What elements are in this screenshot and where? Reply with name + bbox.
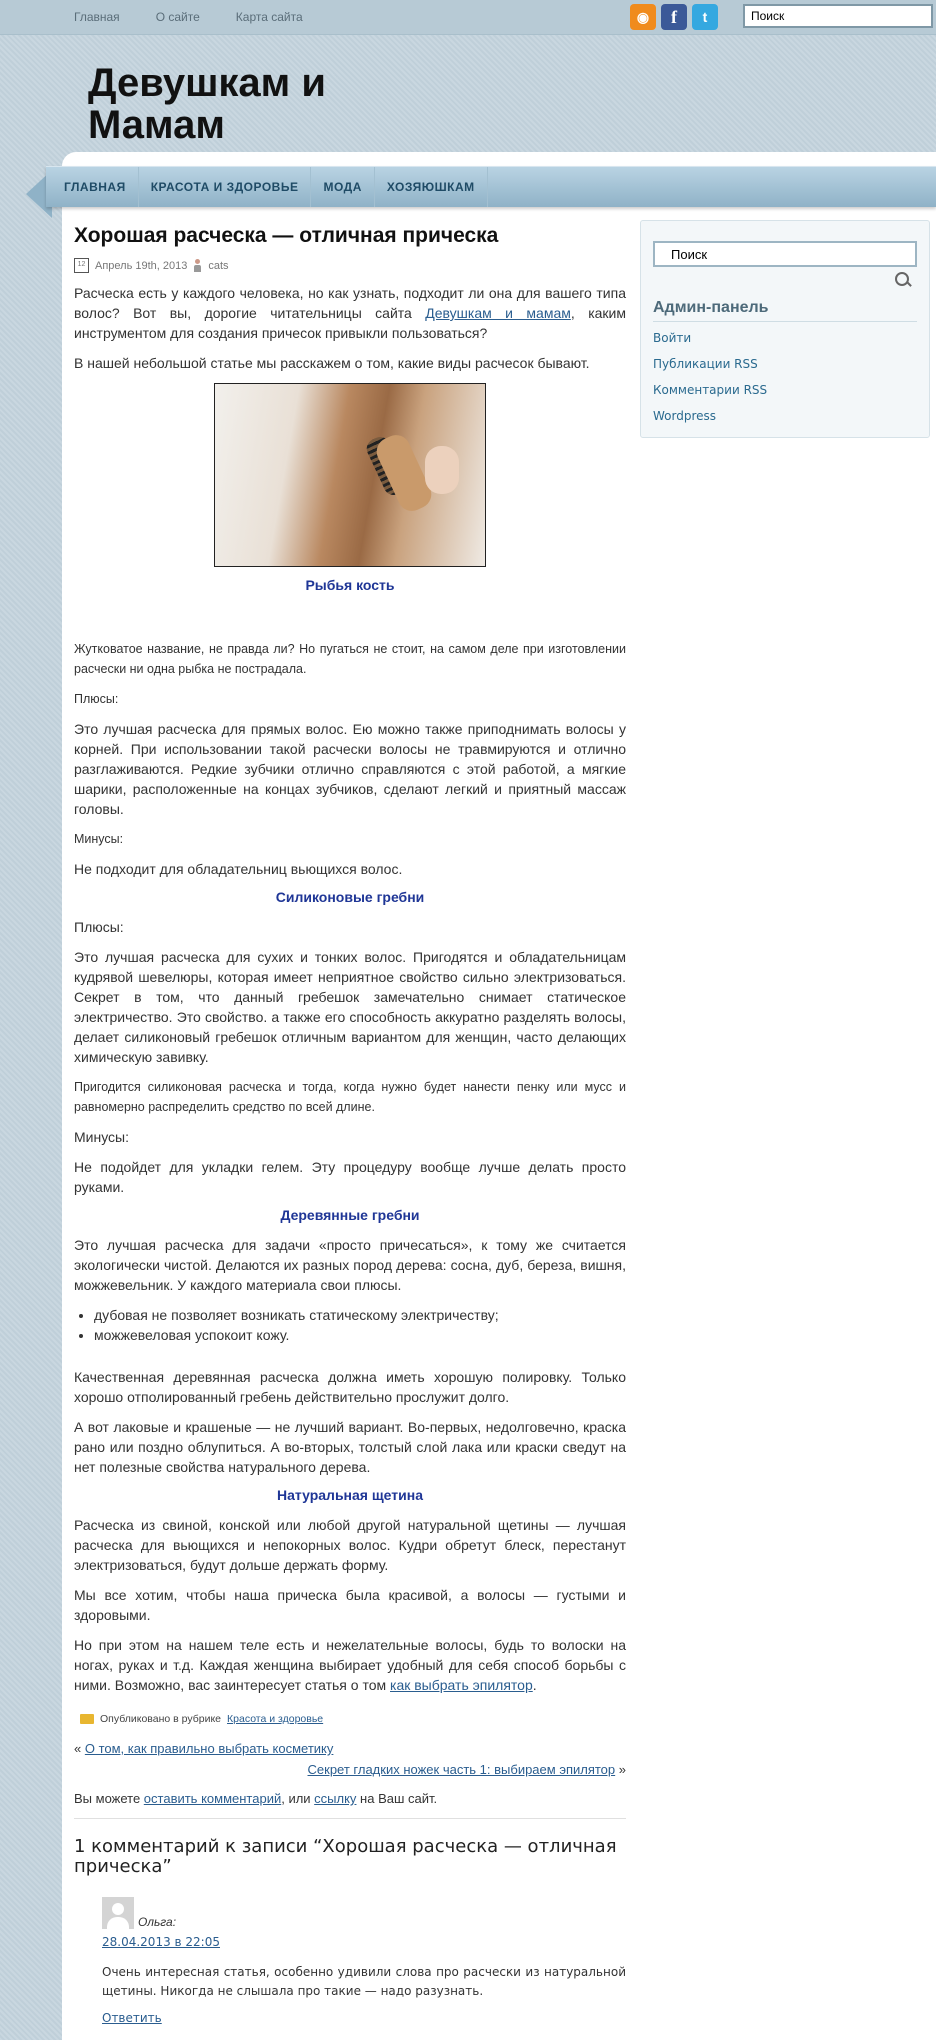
post-date: Апрель 19th, 2013 bbox=[95, 259, 188, 272]
paragraph: Расческа из свиной, конской или любой другой натуральной щетины — лучшая расческа для вьющихся и непокорных волос. Кудри обретут блеск, перестанут электризоваться, будут дольше держать форму. bbox=[74, 1517, 626, 1573]
list-item: • дубовая не позволяет возникать статическому электричеству; bbox=[94, 1305, 626, 1325]
site-title-line1: Девушкам и bbox=[88, 61, 326, 105]
top-nav-about[interactable]: О сайте bbox=[155, 10, 200, 24]
paragraph: Мы все хотим, чтобы наша прическа была красивой, а волосы — густыми и здоровыми. bbox=[74, 1587, 626, 1623]
top-bar bbox=[0, 0, 936, 35]
section-heading-natural: Натуральная щетина bbox=[277, 1487, 423, 1503]
post-title[interactable]: Хорошая расческа — отличная прическа bbox=[74, 224, 499, 247]
top-nav bbox=[74, 10, 303, 24]
paragraph: Не подходит для обладательниц вьющихся волос. bbox=[74, 861, 403, 877]
main-menu bbox=[46, 166, 936, 207]
paragraph: Это лучшая расческа для задачи «просто причесаться», к тому же считается экологически чистой. Делаются их разных пород дерева: сосна, дуб, береза, вишня, можжевельник. У каждого материала свои плюсы. bbox=[74, 1237, 626, 1293]
avatar bbox=[102, 1897, 134, 1929]
comment-text: Очень интересная статья, особенно удивили слова про расчески из натуральной щетины. Никогда не слышала про такие — надо разузнать. bbox=[102, 1965, 626, 1998]
admin-link-comments-rss[interactable]: Комментарии RSS bbox=[653, 383, 768, 397]
prev-post-link[interactable]: О том, как правильно выбрать косметику bbox=[84, 1741, 334, 1756]
post-meta bbox=[74, 258, 626, 273]
twitter-icon[interactable]: t bbox=[692, 4, 718, 30]
paragraph: Но при этом на нашем теле есть и нежелательные волосы, будь то волоски на ногах, руках и т.д. Каждая женщина выбирает удобный для себя способ борьбы с ними. Возможно, вас заинтересует статья о том как выбрать эпилятор. bbox=[74, 1637, 626, 1693]
facebook-icon[interactable]: f bbox=[661, 4, 687, 30]
sidebar-search-input[interactable] bbox=[653, 241, 917, 267]
admin-panel-title: Админ-панель bbox=[653, 299, 917, 322]
search-icon[interactable] bbox=[895, 272, 909, 286]
paragraph: Это лучшая расческа для сухих и тонких волос. Пригодятся и обладательницам кудрявой шевелюры, которая имеет неприятное свойство сильно электризоваться. Секрет в том, что данный гребешок замечательно снимает статическое электричество. Это свойство. а также его способность аккуратно разделять волосы, делает силиконовый гребешок отличным вариантом для женщин, часто делающих химическую завивку. bbox=[74, 949, 626, 1065]
admin-links bbox=[653, 331, 767, 435]
reply-link[interactable]: Ответить bbox=[102, 2011, 162, 2025]
menu-item-beauty[interactable]: КРАСОТА И ЗДОРОВЬЕ bbox=[139, 167, 312, 207]
paragraph: Качественная деревянная расческа должна иметь хорошую полировку. Только хорошо отполированный гребень действительно прослужит долго. bbox=[74, 1369, 626, 1405]
social-icons bbox=[630, 4, 718, 30]
top-search-input[interactable] bbox=[743, 4, 933, 28]
admin-link-posts-rss[interactable]: Публикации RSS bbox=[653, 357, 758, 371]
section-heading-fishbone: Рыбья кость bbox=[305, 577, 395, 593]
admin-link-login[interactable]: Войти bbox=[653, 331, 692, 345]
paragraph: Это лучшая расческа для прямых волос. Ею можно также приподнимать волосы у корней. При использовании такой расчески волосы не травмируются и отлично разглаживаются. Редкие зубчики отлично справляются с этой работой, а мягкие шарики, расположенные на концах зубчиков, сделают легкий и приятный массаж головы. bbox=[74, 721, 626, 817]
menu-item-fashion[interactable]: МОДА bbox=[311, 167, 374, 207]
sidebar bbox=[640, 220, 930, 438]
post-author: cats bbox=[208, 259, 229, 272]
trackback-link[interactable]: ссылку bbox=[314, 1791, 357, 1806]
post-article bbox=[74, 220, 626, 2025]
wood-list bbox=[74, 1305, 626, 1345]
epilator-link[interactable]: как выбрать эпилятор bbox=[390, 1677, 533, 1693]
cons-label: Минусы: bbox=[74, 832, 124, 846]
paragraph: Жутковатое название, не правда ли? Но пугаться не стоит, на самом деле при изготовлении расчески ни одна рыбка не пострадала. bbox=[74, 642, 626, 676]
user-icon bbox=[193, 259, 202, 272]
menu-item-home[interactable]: ГЛАВНАЯ bbox=[52, 167, 139, 207]
section-heading-wood: Деревянные гребни bbox=[280, 1207, 420, 1223]
site-title-line2: Мамам bbox=[88, 103, 225, 147]
calendar-icon: 12 bbox=[74, 258, 89, 273]
site-title[interactable] bbox=[88, 62, 326, 146]
paragraph: А вот лаковые и крашеные — не лучший вариант. Во-первых, недолговечно, краска рано или поздно облупиться. А во-вторых, толстый слой лака или краски сведут на нет полезные свойства натурального дерева. bbox=[74, 1419, 626, 1475]
top-nav-home[interactable]: Главная bbox=[74, 10, 120, 24]
comments-title: 1 комментарий к записи “Хорошая расческа — отличная прическа” bbox=[74, 1836, 617, 1877]
leave-comment-link[interactable]: оставить комментарий bbox=[143, 1791, 282, 1806]
leave-comment-line: Вы можете оставить комментарий, или ссылку на Ваш сайт. bbox=[74, 1791, 626, 1819]
section-heading-silicone: Силиконовые гребни bbox=[275, 889, 425, 905]
pros-label: Плюсы: bbox=[74, 919, 124, 935]
category-link[interactable]: Красота и здоровье bbox=[227, 1713, 324, 1725]
comment-date-link[interactable]: 28.04.2013 в 22:05 bbox=[102, 1935, 220, 1949]
comment-author: Ольга: bbox=[138, 1915, 177, 1929]
comment-header bbox=[102, 1897, 626, 1929]
intro-paragraph: Расческа есть у каждого человека, но как узнать, подходит ли она для вашего типа волос? Вот вы, дорогие читательницы сайта Девушкам и мамам, каким инструментом для создания причесок привыкли пользоваться? bbox=[74, 285, 626, 341]
pros-label: Плюсы: bbox=[74, 692, 119, 706]
list-item: • можжевеловая успокоит кожу. bbox=[94, 1325, 626, 1345]
hair-brush-photo bbox=[214, 383, 486, 567]
paragraph: Пригодится силиконовая расческа и тогда, когда нужно будет нанести пенку или мусс и равномерно распределить средство по всей длине. bbox=[74, 1080, 626, 1114]
menu-item-home-keeping[interactable]: ХОЗЯЮШКАМ bbox=[375, 167, 488, 207]
admin-link-wordpress[interactable]: Wordpress bbox=[653, 409, 717, 423]
cons-label: Минусы: bbox=[74, 1129, 130, 1145]
rss-icon[interactable]: ◉ bbox=[630, 4, 656, 30]
paragraph: Не подойдет для укладки гелем. Эту процедуру вообще лучше делать просто руками. bbox=[74, 1159, 626, 1195]
top-nav-sitemap[interactable]: Карта сайта bbox=[235, 10, 303, 24]
folder-icon bbox=[80, 1714, 94, 1724]
post-navigation: « О том, как правильно выбрать косметику Секрет гладких ножек часть 1: выбираем эпилятор » bbox=[74, 1741, 626, 1777]
post-category: Опубликовано в рубрике Красота и здоровье bbox=[80, 1713, 626, 1725]
next-post-link[interactable]: Секрет гладких ножек часть 1: выбираем эпилятор bbox=[307, 1762, 616, 1777]
intro-site-link[interactable]: Девушкам и мамам bbox=[425, 305, 571, 321]
comment bbox=[102, 1897, 626, 2025]
paragraph: В нашей небольшой статье мы расскажем о том, какие виды расчесок бывают. bbox=[74, 355, 590, 371]
